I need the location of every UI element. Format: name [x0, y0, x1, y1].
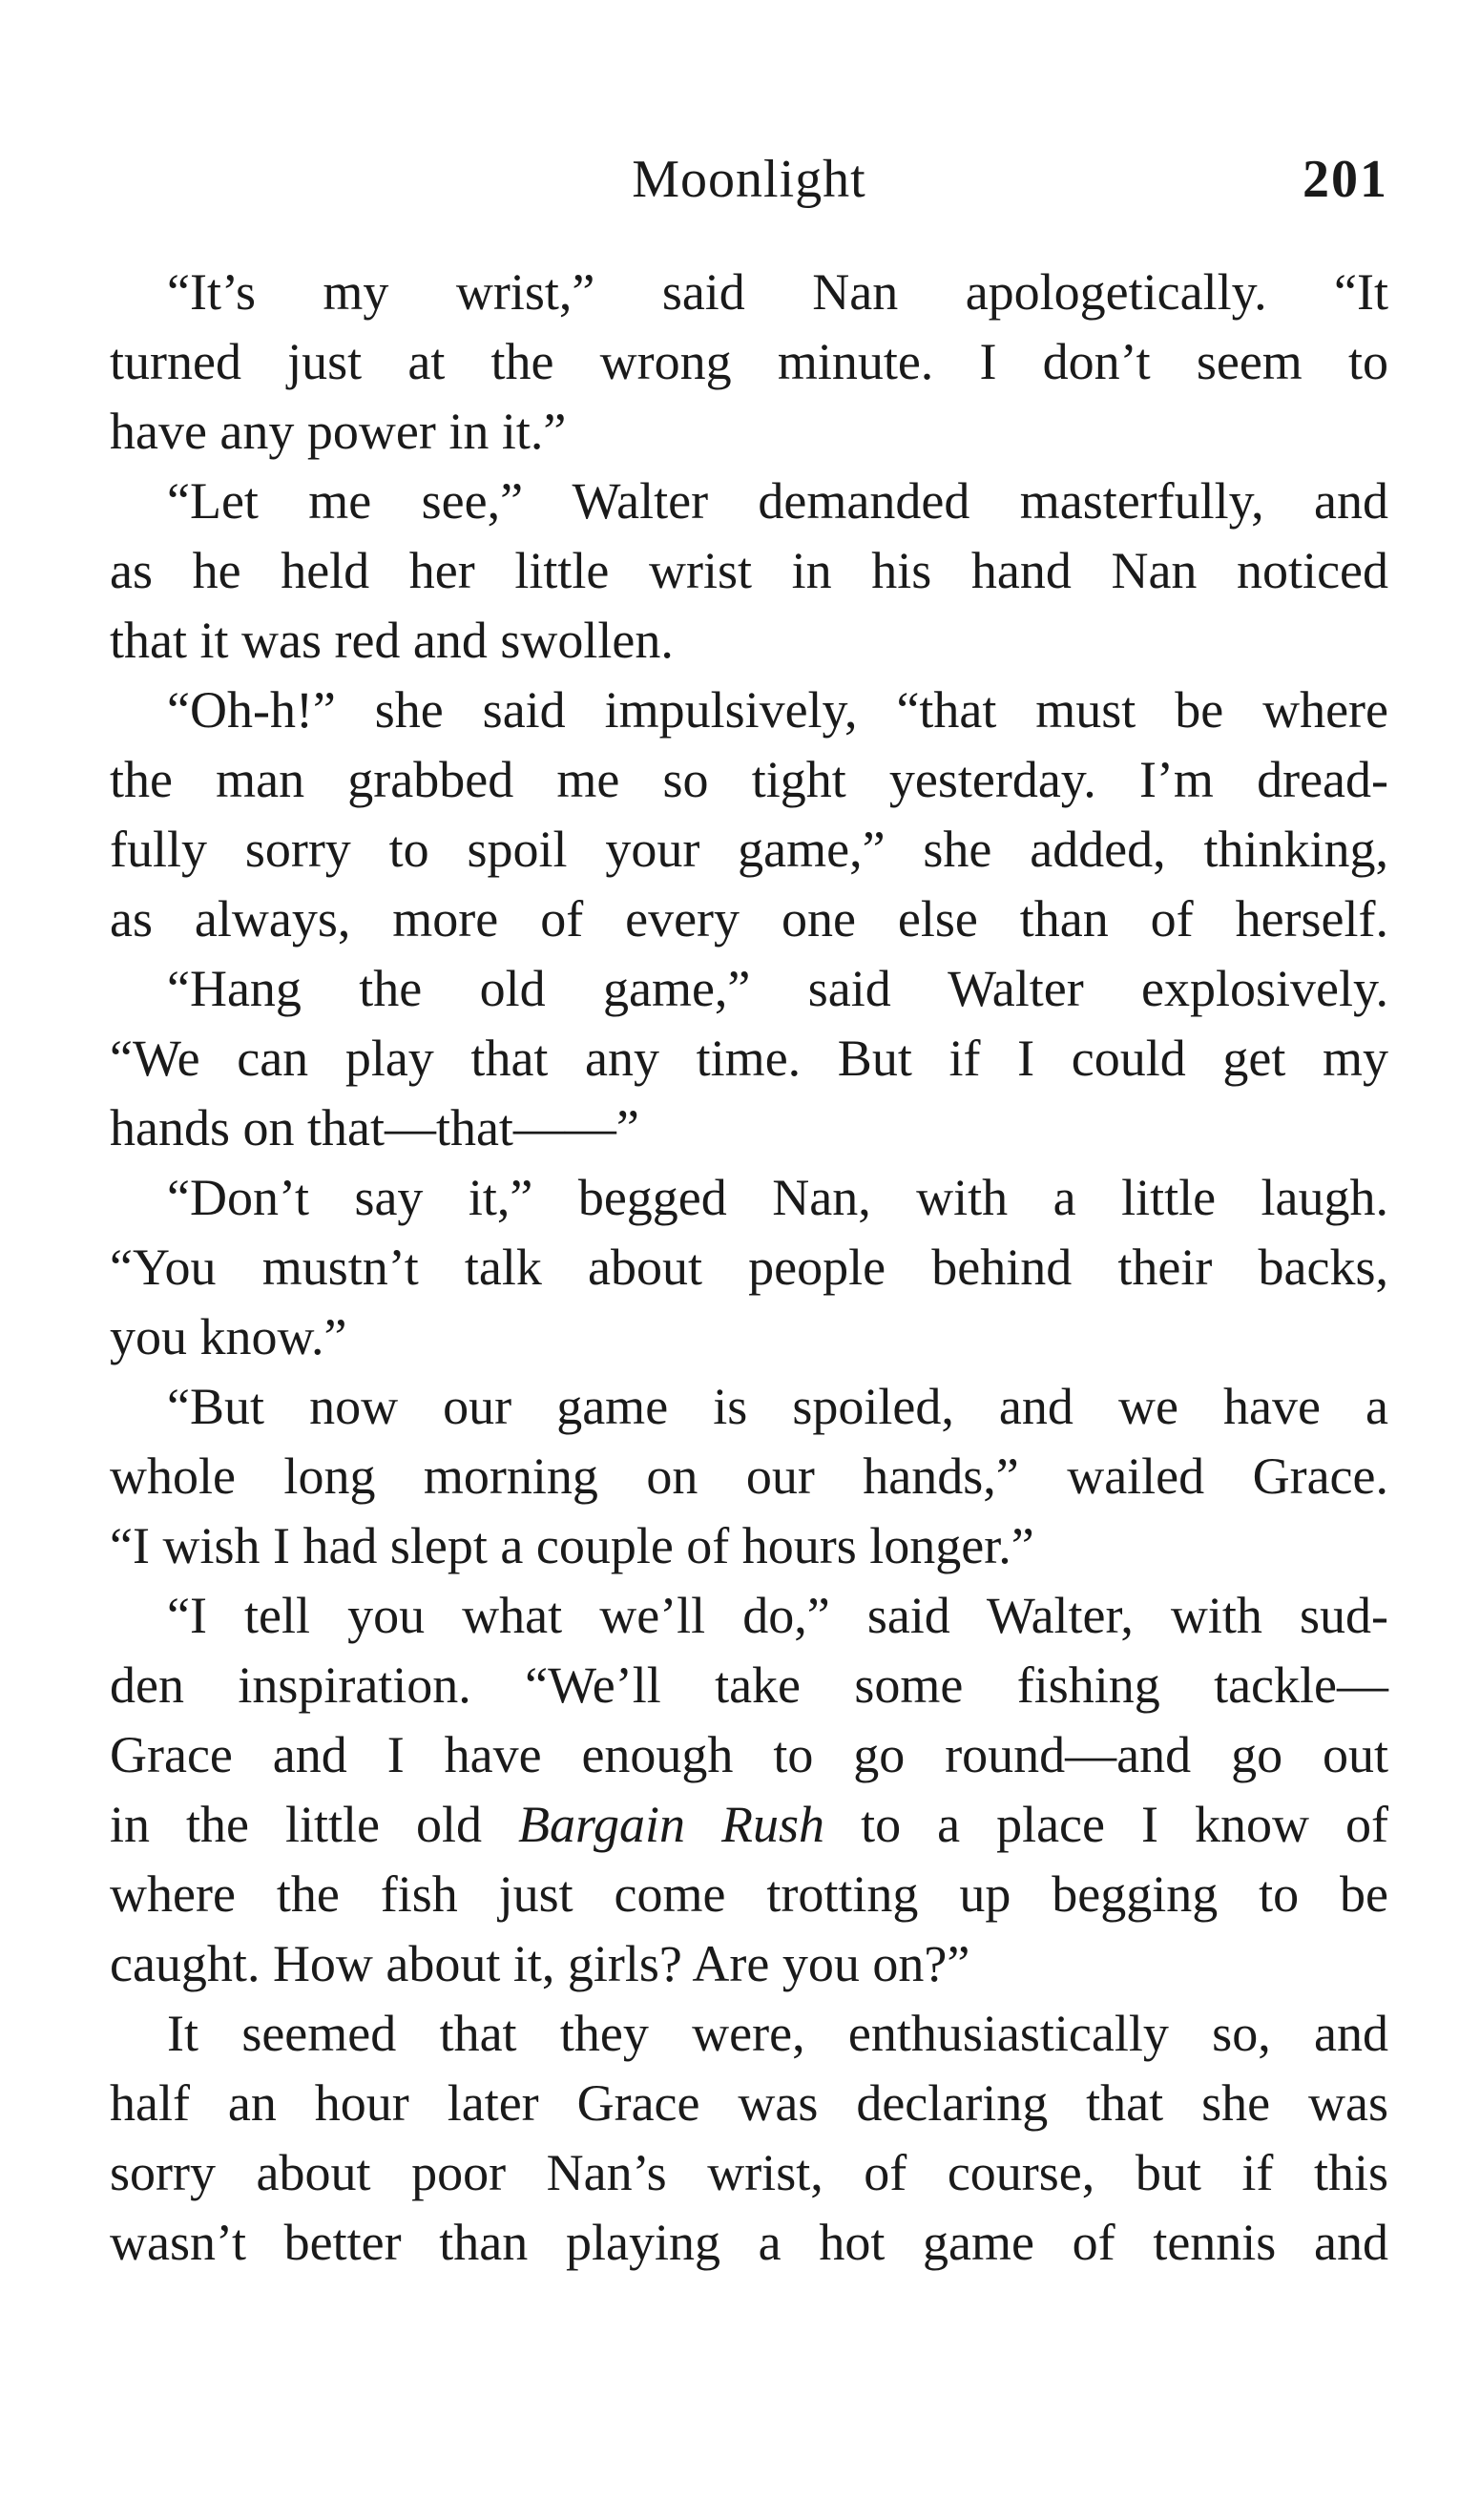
text-line: “I wish I had slept a couple of hours longer.” [110, 1517, 1034, 1574]
text-line: “I tell you what we’ll do,” said Walter, with sud- [167, 1587, 1388, 1644]
paragraph [110, 1999, 1388, 2278]
paragraph [110, 676, 1388, 954]
text-line: hands on that—that——” [110, 1099, 639, 1156]
page-header [110, 141, 1388, 218]
text-line: that it was red and swollen. [110, 612, 674, 669]
text-line: as he held her little wrist in his hand Nan noticed [110, 542, 1388, 599]
text-line: caught. How about it, girls? Are you on?” [110, 1935, 970, 1992]
running-head: Moonlight [632, 150, 866, 209]
paragraph [110, 1581, 1388, 1999]
text-line: “But now our game is spoiled, and we have a [167, 1378, 1388, 1435]
paragraph [110, 1163, 1388, 1372]
text-line: “You mustn’t talk about people behind their backs, [110, 1239, 1388, 1296]
page-number: 201 [1303, 150, 1388, 209]
text-line: as always, more of every one else than of herself. [110, 890, 1388, 948]
text-line: the man grabbed me so tight yesterday. I’m dread- [110, 751, 1388, 808]
text-line: “Let me see,” Walter demanded masterfully, and [167, 472, 1388, 530]
paragraph [110, 1372, 1388, 1581]
text-line: have any power in it.” [110, 403, 567, 460]
text-line: where the fish just come trotting up begging to be [110, 1865, 1388, 1923]
text-line: “Don’t say it,” begged Nan, with a little laugh. [167, 1169, 1388, 1226]
text-line: “Oh-h!” she said impulsively, “that must be where [167, 681, 1388, 739]
paragraph [110, 954, 1388, 1163]
text-line: “Hang the old game,” said Walter explosively. [167, 960, 1388, 1017]
text-line: turned just at the wrong minute. I don’t seem to [110, 333, 1388, 390]
text-line: “We can play that any time. But if I could get my [110, 1030, 1388, 1087]
text-line: Grace and I have enough to go round—and go out [110, 1726, 1388, 1783]
paragraph [110, 258, 1388, 467]
ship-name: Bargain Rush [518, 1796, 825, 1853]
text-line: den inspiration. “We’ll take some fishing tackle— [110, 1656, 1388, 1714]
text-line: half an hour later Grace was declaring that she was [110, 2074, 1388, 2132]
text-line: sorry about poor Nan’s wrist, of course, but if this [110, 2144, 1388, 2201]
text-line: you know.” [110, 1308, 347, 1365]
text-line: “It’s my wrist,” said Nan apologetically. “It [167, 263, 1388, 321]
text-line: fully sorry to spoil your game,” she added, thinking, [110, 821, 1388, 878]
paragraph [110, 467, 1388, 676]
body-text [110, 258, 1388, 2278]
text-line: whole long morning on our hands,” wailed Grace. [110, 1447, 1388, 1505]
text-line: It seemed that they were, enthusiastically so, and [167, 2005, 1388, 2062]
text-line: wasn’t better than playing a hot game of tennis and [110, 2214, 1388, 2271]
text-line-with-italic: in the little old Bargain Rush to a place I know of [110, 1796, 1389, 1853]
